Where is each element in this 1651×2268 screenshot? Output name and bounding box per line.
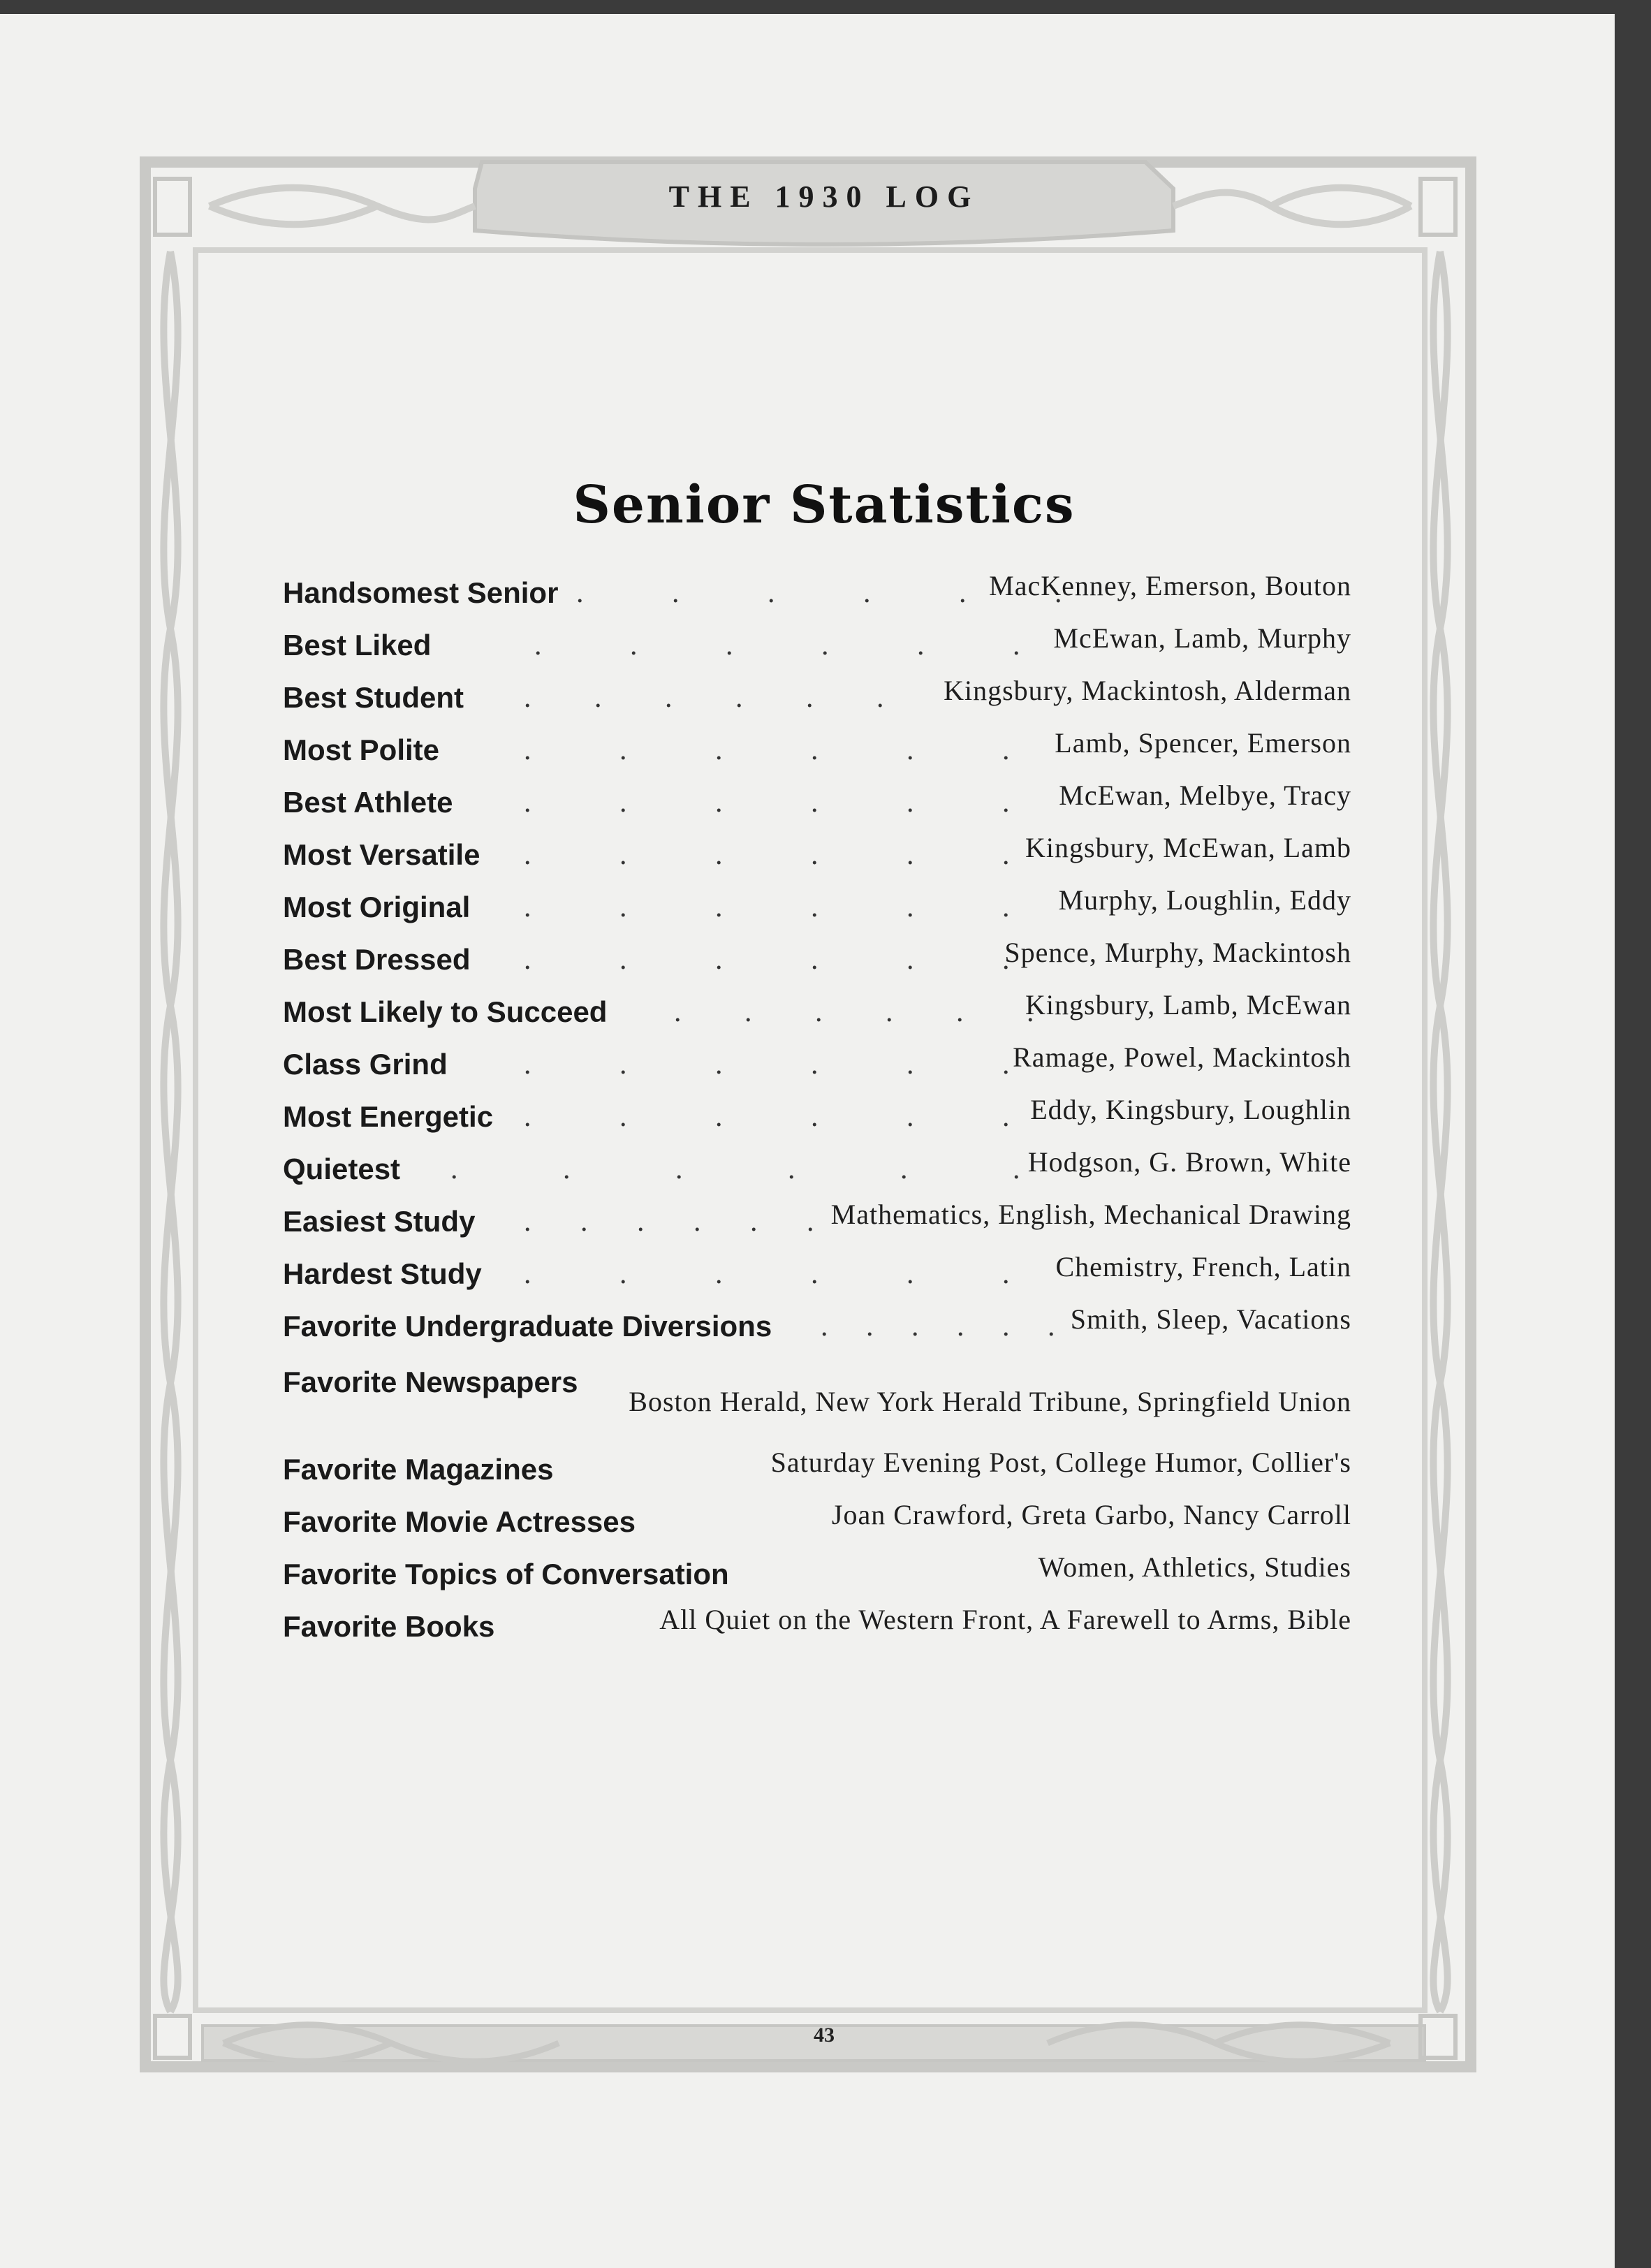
stat-category: Hardest Study bbox=[283, 1257, 482, 1290]
stat-row-most-likely-to-succeed bbox=[283, 988, 1351, 1044]
stat-row-most-energetic bbox=[283, 1093, 1351, 1149]
stat-value: Joan Crawford, Greta Garbo, Nancy Carroll bbox=[831, 1499, 1351, 1530]
leader-dots: . . . . . . bbox=[524, 682, 912, 714]
stat-category: Class Grind bbox=[283, 1048, 448, 1081]
stat-category: Most Original bbox=[283, 891, 471, 923]
leader-dots: . . . . . . bbox=[524, 1258, 1050, 1290]
stat-row-favorite-movie-actresses bbox=[283, 1498, 1351, 1554]
stat-row-best-student bbox=[283, 674, 1351, 730]
stat-value: MacKenney, Emerson, Bouton bbox=[989, 570, 1351, 601]
stat-value: Spence, Murphy, Mackintosh bbox=[1004, 937, 1351, 968]
stat-value: Kingsbury, Lamb, McEwan bbox=[1025, 989, 1351, 1020]
page-sheet bbox=[0, 14, 1615, 2268]
stat-category: Best Athlete bbox=[283, 786, 453, 819]
page-title: Senior Statistics bbox=[573, 475, 1076, 535]
statistics-list bbox=[283, 14, 1351, 2109]
stat-row-best-athlete bbox=[283, 779, 1351, 835]
stat-row-best-dressed bbox=[283, 936, 1351, 992]
stat-value: Kingsbury, McEwan, Lamb bbox=[1025, 832, 1351, 863]
stat-row-favorite-topics-of-conversation bbox=[283, 1551, 1351, 1607]
stat-row-best-liked bbox=[283, 622, 1351, 678]
stat-row-favorite-books bbox=[283, 1603, 1351, 1659]
stat-row-class-grind bbox=[283, 1041, 1351, 1097]
stat-value: Chemistry, French, Latin bbox=[1055, 1251, 1351, 1282]
stat-value: Saturday Evening Post, College Humor, Collier's bbox=[770, 1447, 1351, 1478]
leader-dots: . . . . . . bbox=[674, 996, 1062, 1028]
stat-value: Eddy, Kingsbury, Loughlin bbox=[1030, 1094, 1351, 1125]
stat-category: Quietest bbox=[283, 1153, 401, 1185]
stat-category: Most Polite bbox=[283, 733, 440, 766]
page-number: 43 bbox=[814, 2024, 835, 2047]
stat-value: Boston Herald, New York Herald Tribune, Springfield Union bbox=[629, 1386, 1351, 1417]
stat-row-hardest-study bbox=[283, 1250, 1351, 1306]
stat-category: Favorite Undergraduate Diversions bbox=[283, 1310, 772, 1342]
stat-value: All Quiet on the Western Front, A Farewell to Arms, Bible bbox=[659, 1604, 1351, 1635]
stat-row-favorite-magazines bbox=[283, 1446, 1351, 1502]
stat-category: Best Dressed bbox=[283, 943, 471, 976]
stat-value: McEwan, Melbye, Tracy bbox=[1059, 780, 1351, 811]
stat-category: Best Student bbox=[283, 681, 464, 714]
stat-value: Lamb, Spencer, Emerson bbox=[1055, 727, 1351, 759]
leader-dots: . . . . . . bbox=[450, 1153, 1069, 1185]
stat-value: Ramage, Powel, Mackintosh bbox=[1013, 1041, 1351, 1073]
stat-row-handsomest-senior bbox=[283, 569, 1351, 625]
stat-value: Women, Athletics, Studies bbox=[1038, 1551, 1351, 1583]
stat-value: McEwan, Lamb, Murphy bbox=[1053, 622, 1351, 654]
stat-category: Favorite Books bbox=[283, 1610, 495, 1643]
stat-category: Most Energetic bbox=[283, 1100, 494, 1133]
stat-row-most-original bbox=[283, 884, 1351, 939]
stat-row-favorite-newspapers bbox=[283, 1359, 1351, 1435]
stat-row-quietest bbox=[283, 1146, 1351, 1201]
stat-category: Easiest Study bbox=[283, 1205, 476, 1238]
leader-dots: . . . . . . bbox=[524, 787, 1050, 819]
stat-value: Mathematics, English, Mechanical Drawing bbox=[830, 1199, 1351, 1230]
stat-category: Favorite Magazines bbox=[283, 1453, 554, 1486]
stat-value: Kingsbury, Mackintosh, Alderman bbox=[944, 675, 1351, 706]
stat-row-easiest-study bbox=[283, 1198, 1351, 1254]
leader-dots: . . . . . . bbox=[524, 734, 1050, 766]
leader-dots: . . . . . . bbox=[524, 1048, 1050, 1081]
stat-category: Favorite Topics of Conversation bbox=[283, 1558, 729, 1590]
stat-value: Smith, Sleep, Vacations bbox=[1070, 1303, 1351, 1335]
stat-value: Hodgson, G. Brown, White bbox=[1027, 1146, 1351, 1178]
leader-dots: . . . . . . bbox=[534, 629, 1061, 661]
stat-category: Best Liked bbox=[283, 629, 432, 661]
leader-dots: . . . . . . bbox=[524, 839, 1050, 871]
stat-category: Favorite Movie Actresses bbox=[283, 1505, 636, 1538]
leader-dots: . . . . . . bbox=[524, 1101, 1050, 1133]
stat-row-most-versatile bbox=[283, 831, 1351, 887]
leader-dots: . . . . . . bbox=[524, 891, 1050, 923]
stat-row-favorite-undergraduate-diversions bbox=[283, 1303, 1351, 1359]
running-head: THE 1930 LOG bbox=[668, 180, 980, 214]
stat-category: Handsomest Senior bbox=[283, 576, 559, 609]
stat-category: Most Likely to Succeed bbox=[283, 995, 608, 1028]
stat-category: Most Versatile bbox=[283, 838, 480, 871]
stat-value: Murphy, Loughlin, Eddy bbox=[1058, 884, 1351, 916]
leader-dots: . . . . . . bbox=[821, 1310, 1071, 1342]
stat-category: Favorite Newspapers bbox=[283, 1366, 578, 1398]
leader-dots: . . . . . . bbox=[524, 944, 1050, 976]
stat-row-most-polite bbox=[283, 726, 1351, 782]
leader-dots: . . . . . . bbox=[576, 577, 1103, 609]
leader-dots: . . . . . . bbox=[524, 1206, 835, 1238]
